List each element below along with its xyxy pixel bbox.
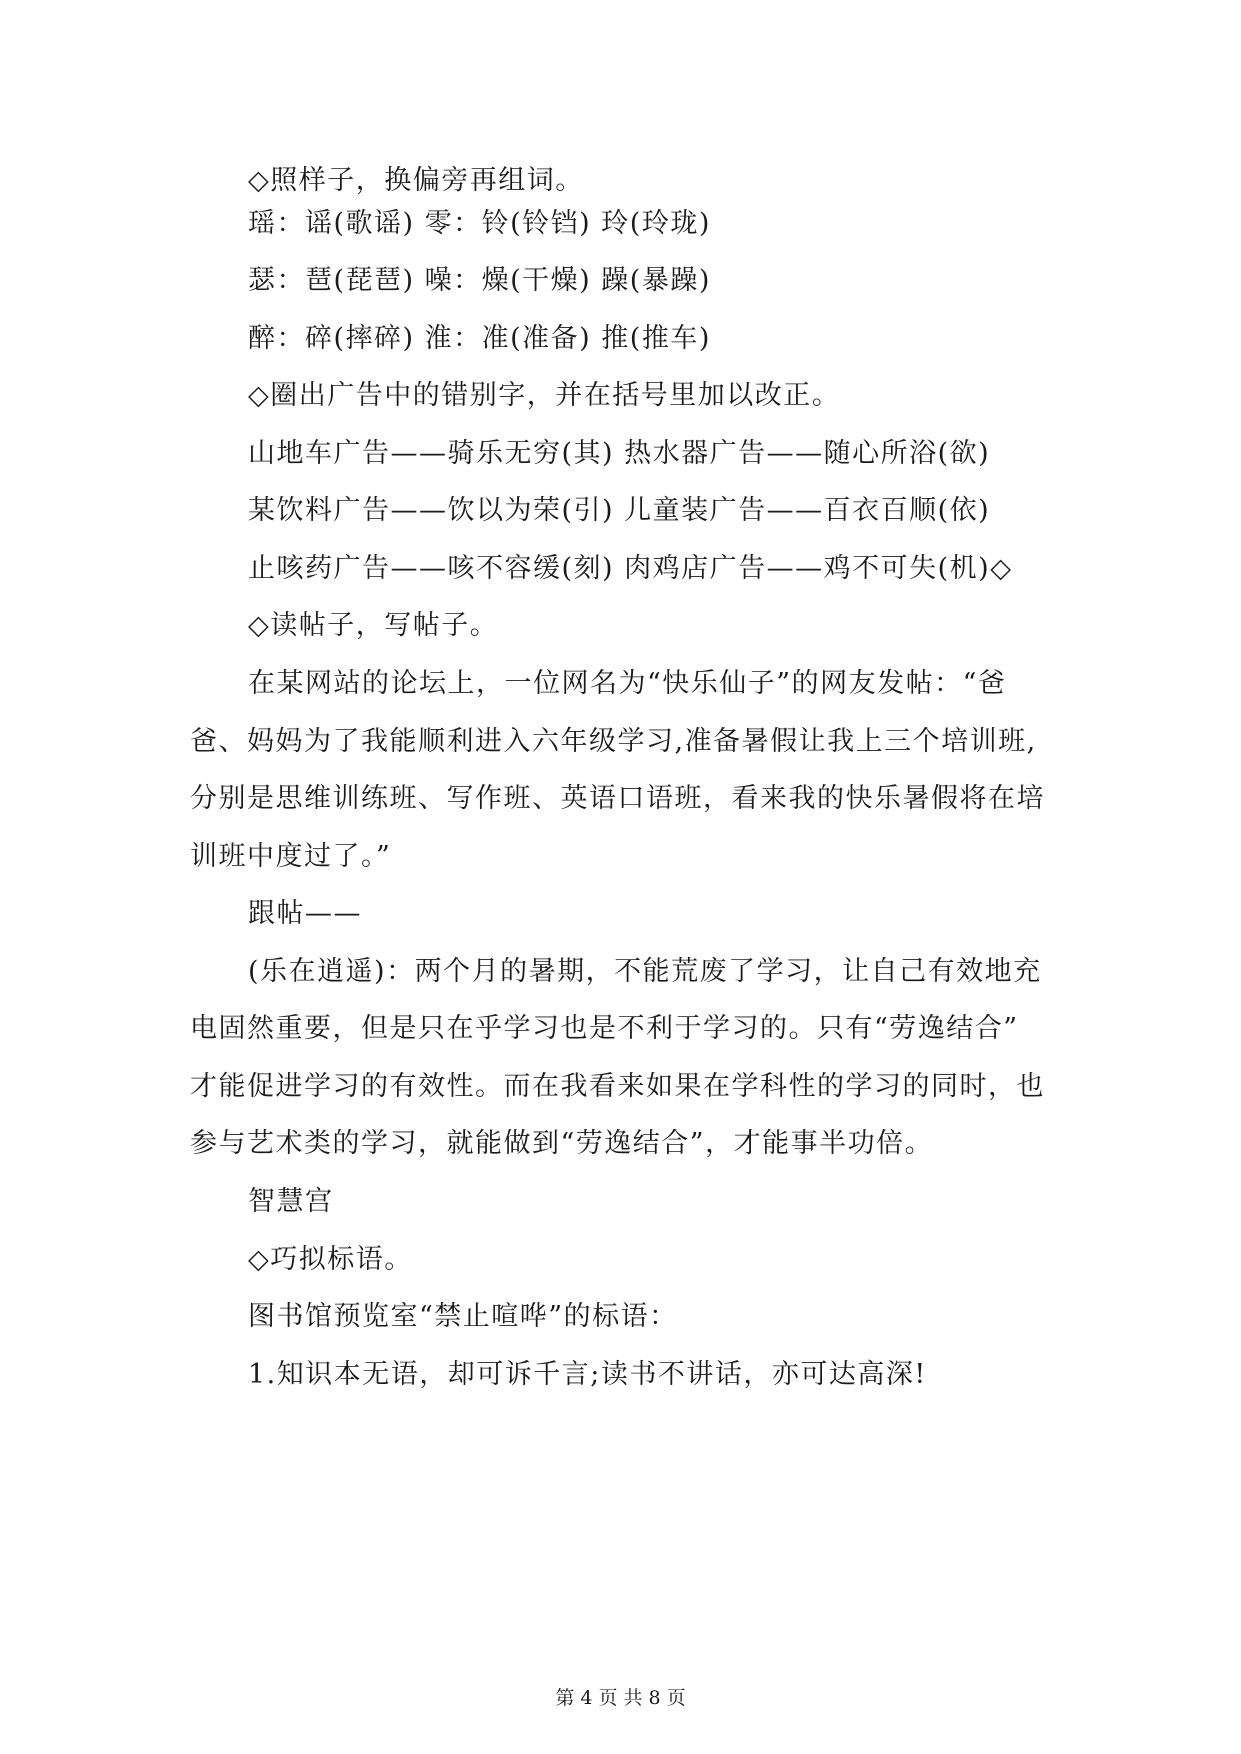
- paragraph-line: 电固然重要，但是只在乎学习也是不利于学习的。只有“劳逸结合”: [190, 1013, 1019, 1044]
- page-number-footer: 第 4 页 共 8 页: [555, 1687, 686, 1709]
- paragraph-line: 跟帖——: [248, 898, 362, 929]
- paragraph-line: 训班中度过了。”: [190, 841, 392, 872]
- section-heading: 智慧宫: [248, 1186, 334, 1217]
- text-line: 瑟：琶(琵琶) 噪：燥(干燥) 躁(暴躁): [248, 265, 711, 296]
- paragraph-line: 才能促进学习的有效性。而在我看来如果在学科性的学习的同时，也: [190, 1071, 1045, 1102]
- paragraph-line: 图书馆预览室“禁止喧哗”的标语：: [248, 1301, 678, 1332]
- instruction-heading-3: ◇读帖子，写帖子。: [248, 610, 499, 641]
- paragraph-line: 分别是思维训练班、写作班、英语口语班，看来我的快乐暑假将在培: [190, 783, 1045, 814]
- text-line: 山地车广告——骑乐无穷(其) 热水器广告——随心所浴(欲): [248, 438, 991, 469]
- instruction-heading-2: ◇圈出广告中的错别字，并在括号里加以改正。: [248, 380, 841, 411]
- paragraph-line: 爸、妈妈为了我能顺利进入六年级学习,准备暑假让我上三个培训班,: [190, 726, 1037, 757]
- text-line: 瑶：谣(歌谣) 零：铃(铃铛) 玲(玲珑): [248, 208, 711, 239]
- list-item: 1.知识本无语，却可诉千言;读书不讲话，亦可达高深!: [248, 1359, 927, 1390]
- paragraph-line: 在某网站的论坛上，一位网名为“快乐仙子”的网友发帖：“爸: [248, 668, 1007, 699]
- text-line: 醉：碎(摔碎) 淮：准(准备) 推(推车): [248, 323, 711, 354]
- instruction-heading-4: ◇巧拟标语。: [248, 1244, 413, 1275]
- text-line: 某饮料广告——饮以为荣(引) 儿童装广告——百衣百顺(依): [248, 495, 991, 526]
- paragraph-line: (乐在逍遥)：两个月的暑期，不能荒废了学习，让自己有效地充: [248, 956, 1042, 987]
- instruction-heading-1: ◇照样子，换偏旁再组词。: [248, 165, 584, 196]
- paragraph-line: 参与艺术类的学习，就能做到“劳逸结合”，才能事半功倍。: [190, 1128, 934, 1159]
- text-line: 止咳药广告——咳不容缓(刻) 肉鸡店广告——鸡不可失(机)◇: [248, 553, 1013, 584]
